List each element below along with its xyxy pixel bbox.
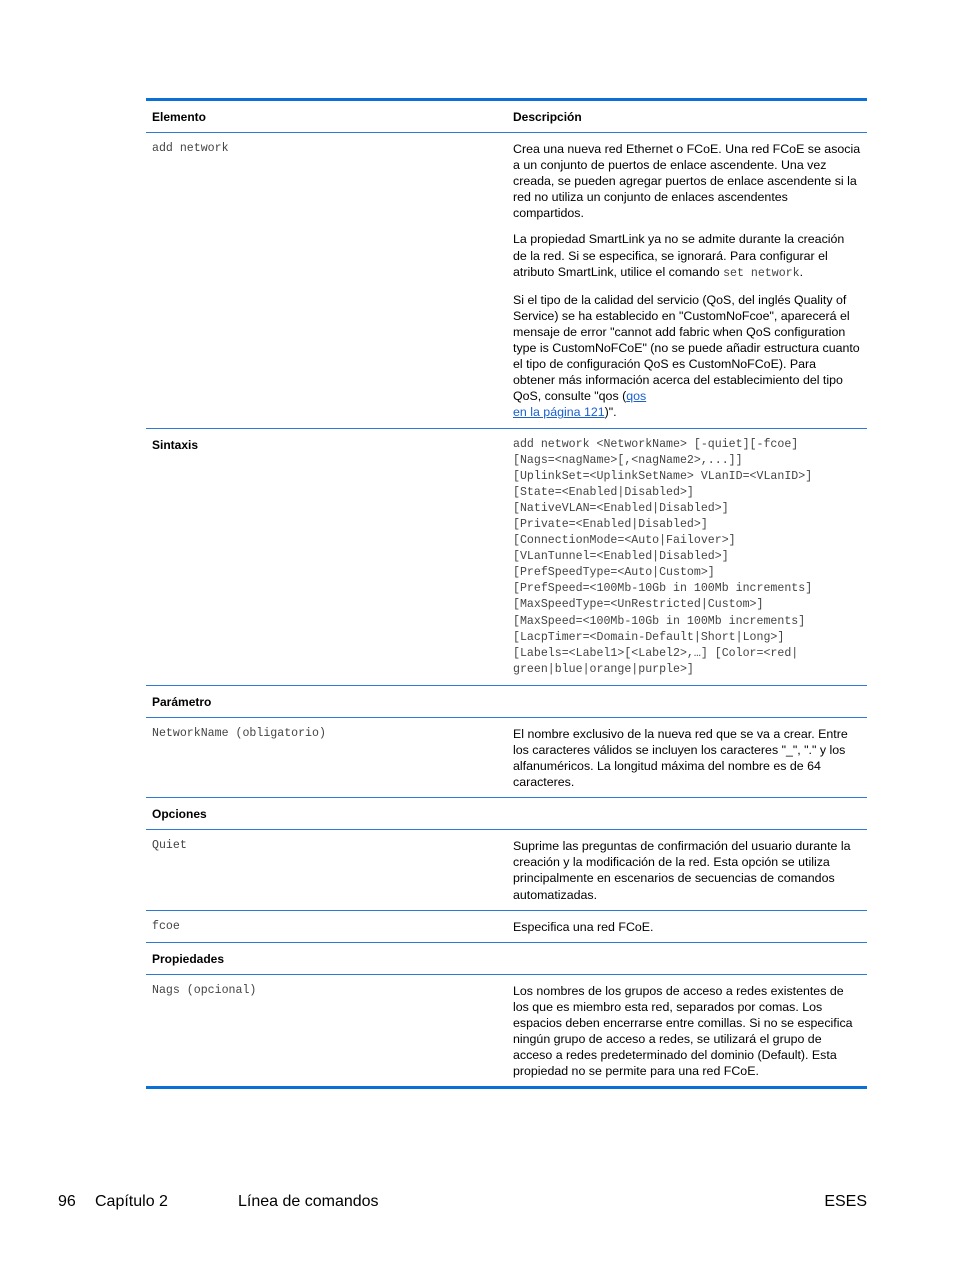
table-row-propiedades-heading — [146, 942, 867, 974]
inline-code-set-network: set network — [723, 266, 800, 280]
option-fcoe-desc: Especifica una red FCoE. — [513, 919, 654, 934]
option-quiet: Quiet — [152, 839, 187, 853]
propiedades-label: Propiedades — [152, 951, 225, 966]
description-add-network — [507, 133, 867, 428]
page-121-link[interactable]: en la página 121 — [513, 405, 605, 420]
table-header-row — [146, 101, 867, 133]
header-elemento: Elemento — [152, 110, 207, 124]
table-row-add-network — [146, 133, 867, 428]
footer-chapter-title: Línea de comandos — [238, 1193, 379, 1210]
param-networkname: NetworkName (obligatorio) — [152, 726, 326, 740]
desc-paragraph-2 — [513, 231, 861, 281]
table-row-fcoe — [146, 910, 867, 942]
qos-link[interactable]: qos — [626, 389, 647, 404]
opciones-label: Opciones — [152, 807, 207, 822]
propiedades-empty-cell — [507, 943, 867, 974]
parametro-empty-cell — [507, 686, 867, 717]
property-nags: Nags (opcional) — [152, 983, 257, 997]
table-row-quiet — [146, 829, 867, 909]
sintaxis-label: Sintaxis — [152, 437, 199, 452]
table-row-networkname — [146, 717, 867, 797]
option-fcoe: fcoe — [152, 919, 180, 933]
footer-chapter: Capítulo 2 — [95, 1193, 168, 1210]
option-quiet-desc: Suprime las preguntas de confirmación del usuario durante la creación y la modificación de la red. Esta opción se utiliza principalmente en escenarios de secuencias de comandos automatizadas. — [513, 839, 851, 902]
table-row-parametro-heading — [146, 685, 867, 717]
page-number: 96 — [58, 1193, 76, 1210]
command-table — [146, 98, 867, 1089]
table-row-nags — [146, 974, 867, 1087]
table-row-opciones-heading — [146, 797, 867, 829]
opciones-empty-cell — [507, 798, 867, 829]
param-networkname-desc: El nombre exclusivo de la nueva red que se va a crear. Entre los caracteres válidos se incluyen los caracteres "_", "." y los alfanuméricos. La longitud máxima del nombre es de 64 caracteres. — [513, 726, 848, 790]
element-add-network: add network — [152, 142, 229, 155]
desc-p2-text: La propiedad SmartLink ya no se admite durante la creación de la red. Si se especifica, se ignorará. Para configurar el atributo SmartLink, utilice el comando — [513, 232, 845, 279]
property-nags-desc: Los nombres de los grupos de acceso a redes existentes de los que es miembro esta red, separados por comas. Los espacios deben encerrarse entre comillas. Si no se especifica ningún grupo de acceso a redes, se utilizará el grupo de acceso a redes predeterminado del dominio (Default). Esta propiedad no se permite para una red FCoE. — [513, 983, 853, 1079]
footer-language: ESES — [824, 1193, 867, 1210]
desc-p3-end: )". — [604, 405, 617, 420]
header-descripcion: Descripción — [513, 110, 582, 124]
table-row-sintaxis — [146, 428, 867, 685]
desc-paragraph-3 — [513, 292, 861, 421]
parametro-label: Parámetro — [152, 694, 212, 709]
desc-p3-text: Si el tipo de la calidad del servicio (QoS, del inglés Quality of Service) se ha establecido en "CustomNoFcoe", aparecerá el mensaje de error "cannot add fabric when QoS configuration type is CustomNoFCoE" (no se puede añadir estructura cuanto el tipo de configuración QoS es CustomNoFCoE). Para obtener más información acerca del establecimiento del tipo QoS, consulte "qos ( — [513, 292, 860, 404]
sintaxis-code: add network <NetworkName> [-quiet][-fcoe] [Nags=<nagName>[,<nagName2>,...]] [UplinkSet=<UplinkSetName> VLanID=<VLanID>] [State=<Enabled|Disabled>] [NativeVLAN=<Enabled|Disabled>] [Private=<Enabled|Disabled>] [ConnectionMode=<Auto|Failover>] [VLanTunnel=<Enabled|Disabled>] [PrefSpeedType=<Auto|Custom>] [PrefSpeed=<100Mb-10Gb in 100Mb increments] [MaxSpeedType=<UnRestricted|Custom>] [MaxSpeed=<100Mb-10Gb in 100Mb increments] [LacpTimer=<Domain-Default|Short|Long>] [Labels=<Label1>[<Label2>,…] [Color=<red| green|blue|orange|purple>] — [513, 437, 813, 676]
desc-p2-end: . — [799, 264, 804, 279]
desc-paragraph-1: Crea una nueva red Ethernet o FCoE. Una red FCoE se asocia a un conjunto de puertos de enlace ascendente. Una vez creada, se pueden agregar puertos de enlace ascendente si la red no utiliza un conjunto de enlaces ascendentes compartidos. — [513, 142, 861, 221]
